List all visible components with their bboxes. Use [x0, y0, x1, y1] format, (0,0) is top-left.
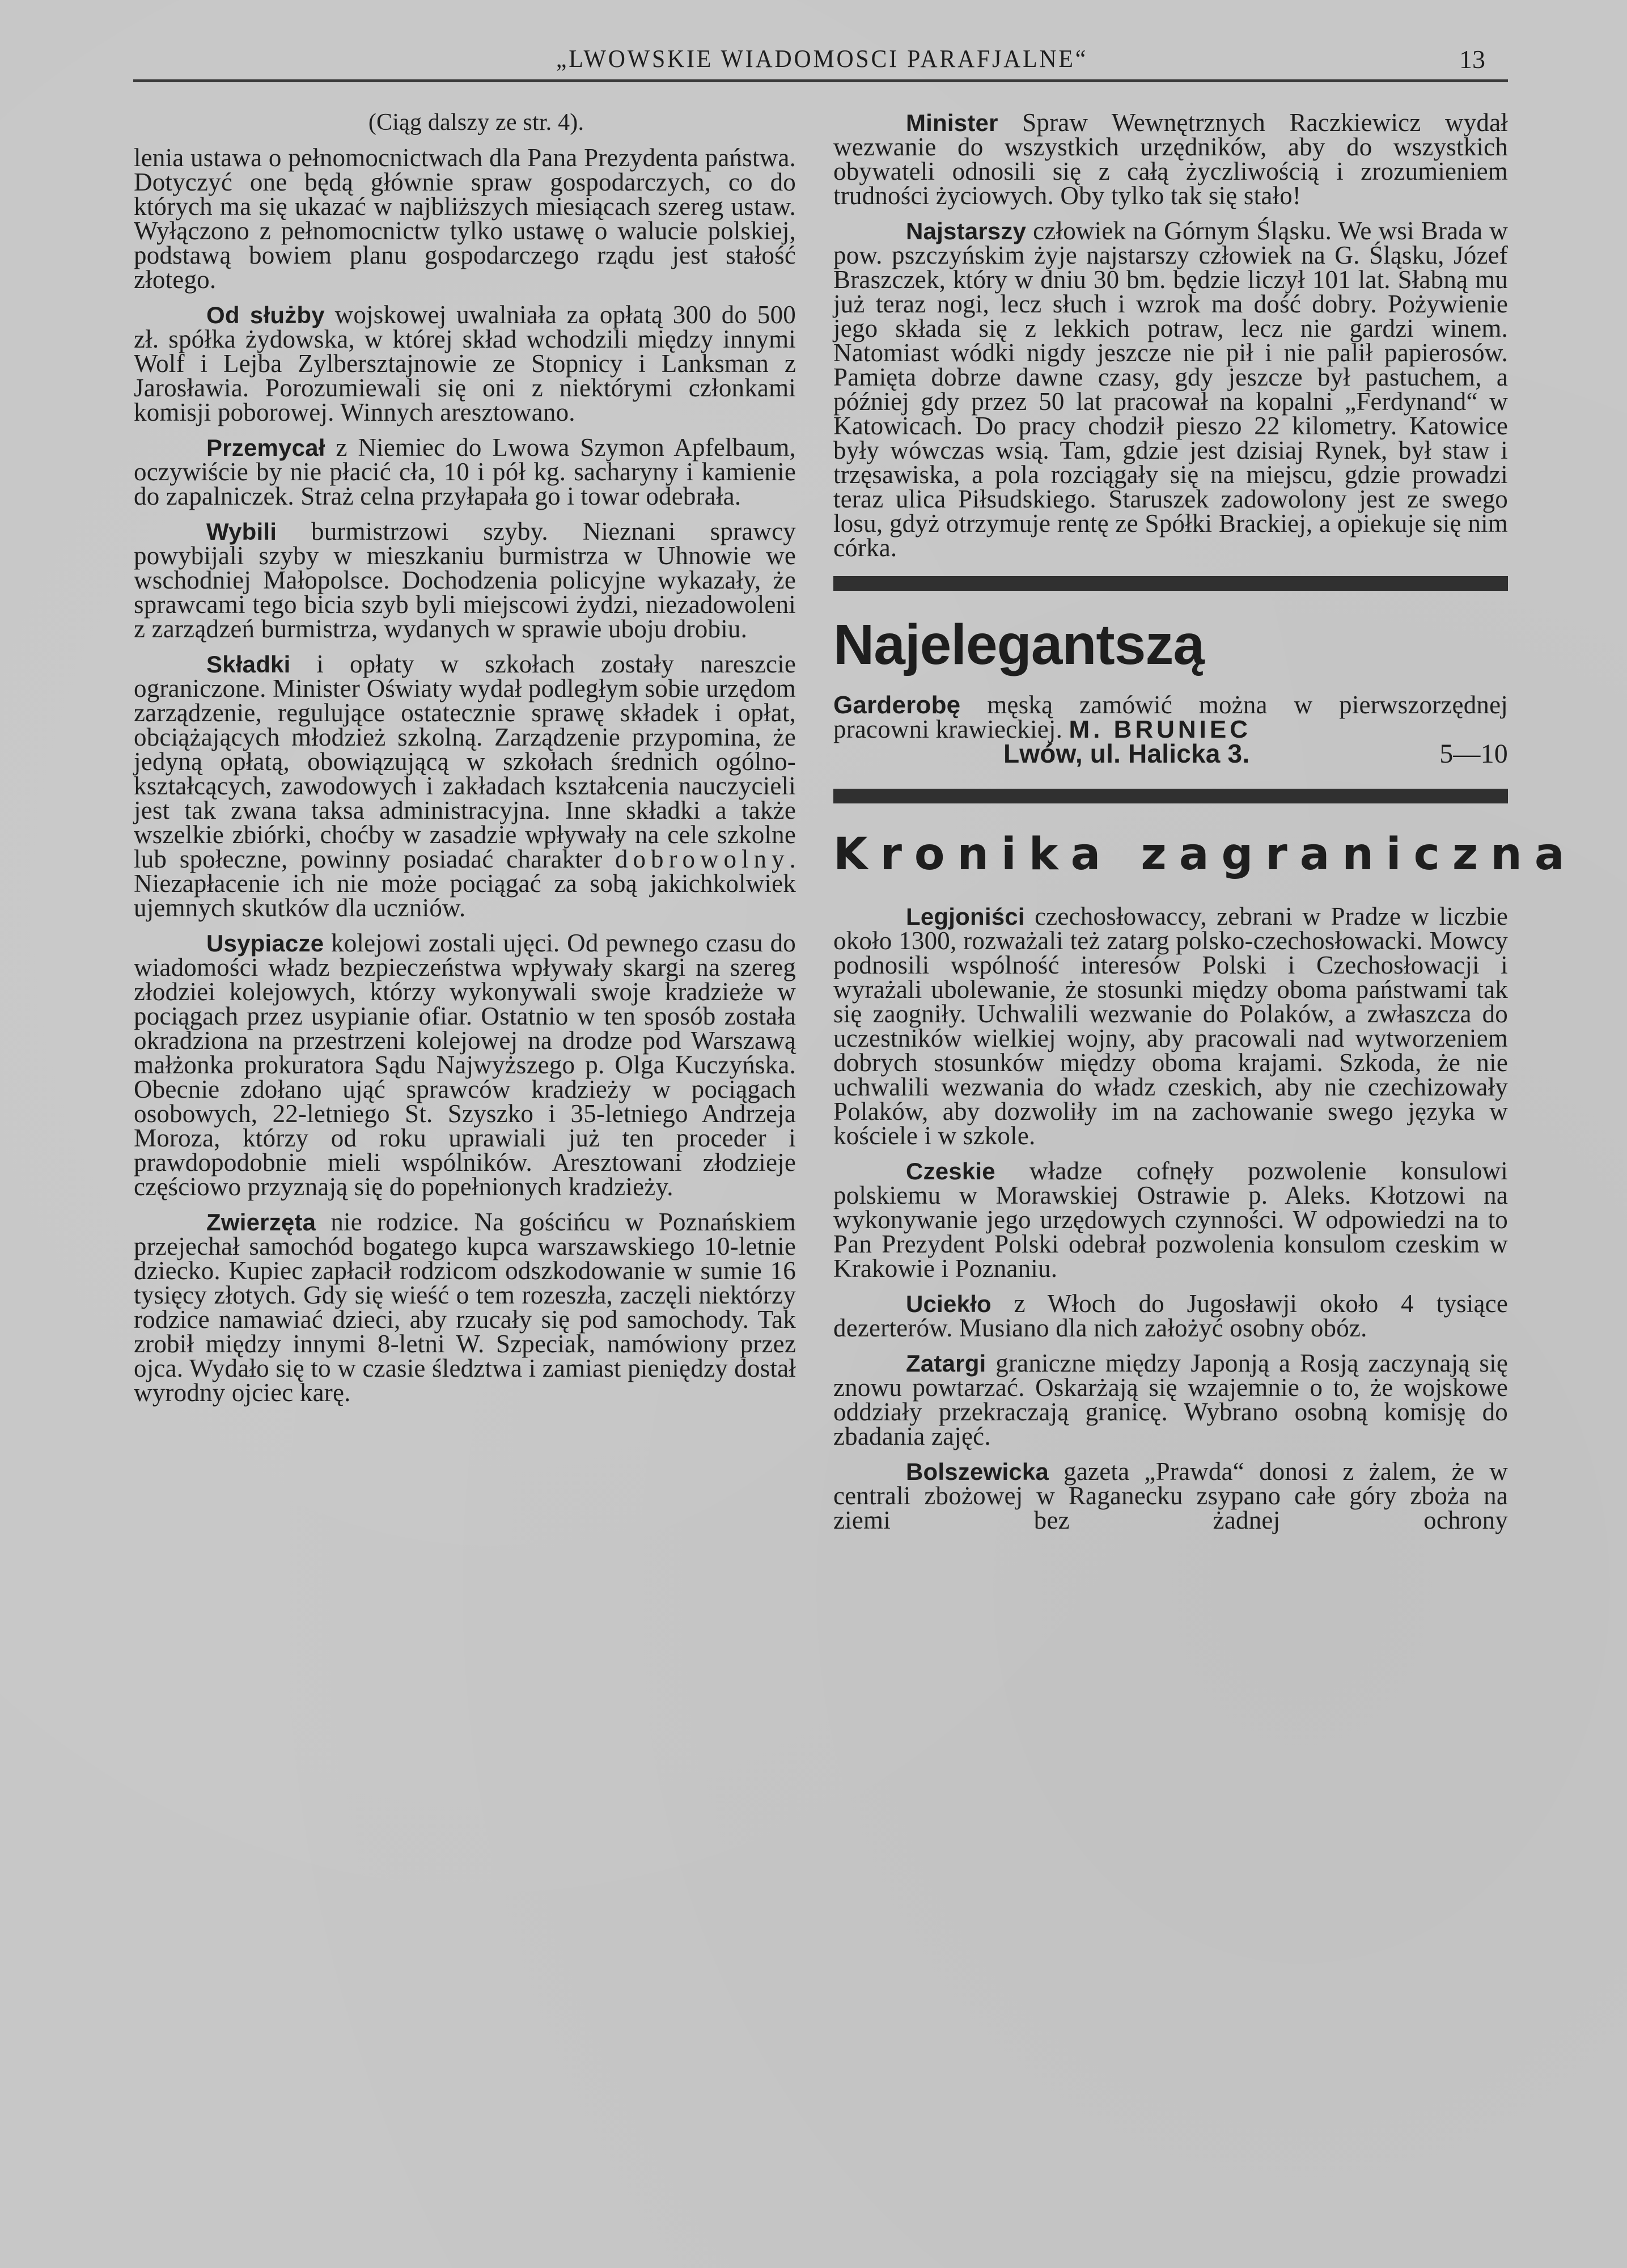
- article-paragraph: [134, 931, 796, 1199]
- paragraph-lead: Uciekło: [906, 1290, 992, 1317]
- paragraph-lead: Przemycał: [206, 434, 325, 461]
- paragraph-text: z Niemiec do Lwowa Szymon Apfelbaum, oczywiście by nie płacić cła, 10 i pół kg. sacharyny i kamienie do zapalniczek. Straż celna przyłapała go i towar odebrała.: [134, 433, 796, 510]
- ad-bottom-rule: [833, 789, 1508, 803]
- paragraph-lead: Wybili: [206, 518, 277, 545]
- page-number: 13: [1459, 45, 1485, 74]
- ad-brand: M. BRUNIEC: [1069, 716, 1252, 743]
- paragraph-text: z Włoch do Jugosławji około 4 tysiące dezerterów. Musiano dla nich założyć osobny obóz.: [833, 1289, 1508, 1342]
- article-paragraph: [833, 1159, 1508, 1281]
- paragraph-lead: Od służby: [206, 302, 325, 328]
- paragraph-text: czechosłowaccy, zebrani w Pradze w liczbie około 1300, rozważali też zatarg polsko-czechosłowacki. Mowcy podnosili wspólność interesów Polski i Czechosłowacji i wyrażali ubolewanie, że stosunki między oboma państwami tak się zaogniły. Uchwalili wezwanie do Polaków, a zwłaszcza do uczestników wielkiej wojny, aby pracowali nad wytworzeniem dobrych stosunków między oboma krajami. Szkoda, że nie uchwalili wezwania do władz czeskich, aby nie czechizowały Polaków, aby dozwoliły im na zachowanie swego języka w kościele i w szkole.: [833, 902, 1508, 1150]
- article-paragraph: [833, 219, 1508, 560]
- paragraph-text: człowiek na Górnym Śląsku. We wsi Brada w pow. pszczyńskim żyje najstarszy człowiek na G. Śląsku, Józef Braszczek, który w dniu 30 bm. będzie liczył 101 lat. Słabną mu już teraz nogi, lecz słuch i wzrok ma dość dobry. Pożywienie jego składa się z lekkich potraw, lecz nie gardzi winem. Natomiast wódki nigdy jeszcze nie pił i nie palił papierosów. Pamięta dobrze dawne czasy, gdy jeszcze był pastuchem, a później gdy przez 50 lat pracował na kopalni „Ferdynand“ w Katowicach. Do pracy chodził pieszo 22 kilometry. Katowice były wówczas wsią. Tam, gdzie jest dzisiaj Rynek, był staw i trzęsawiska, a pola rozciągały się na miejscu, gdzie prowadzi teraz ulica Piłsudskiego. Staruszek zadowolony jest ze swego losu, gdyż otrzymuje rentę ze Spółki Brackiej, a opiekuje się nim córka.: [833, 217, 1508, 562]
- publication-title: „LWOWSKIE WIADOMOSCI PARAFJALNE“: [556, 45, 1088, 73]
- article-paragraph: [134, 435, 796, 509]
- paragraph-lead: Minister: [906, 109, 998, 136]
- ad-reference: 5—10: [1439, 739, 1508, 769]
- article-paragraph: [833, 904, 1508, 1148]
- paragraph-lead: Usypiacze: [206, 930, 324, 957]
- paragraph-lead: Czeskie: [906, 1158, 995, 1184]
- paragraph-text: wojskowej uwalniała za opłatą 300 do 500 zł. spółka żydowska, w której skład wchodzili między innymi Wolf i Lejba Zylbersztajnowie ze Stopnicy i Lanksman z Jarosławia. Porozumiewali się oni z niektórymi członkami komisji poborowej. Winnych aresztowano.: [134, 301, 796, 426]
- article-paragraph: [134, 652, 796, 920]
- ad-lead: Garderobę: [833, 691, 961, 719]
- ad-address-row: [833, 739, 1508, 769]
- paragraph-lead: Bolszewicka: [906, 1458, 1049, 1485]
- ad-address: Lwów, ul. Halicka 3.: [1003, 739, 1250, 768]
- article-paragraph: [134, 1210, 796, 1405]
- advertisement: [833, 613, 1508, 769]
- ad-body: [833, 693, 1508, 742]
- paragraph-lead: Zwierzęta: [206, 1209, 316, 1235]
- paragraph-lead: Najstarszy: [906, 218, 1027, 244]
- ad-text: męską zamówić można w pierwszorzędnej pracowni krawieckiej.: [833, 691, 1508, 743]
- paragraph-text: Spraw Wewnętrznych Raczkiewicz wydał wezwanie do wszystkich urzędników, aby do wszystkich obywateli odnosili się z całą życzliwością i zrozumieniem trudności życiowych. Oby tylko tak się stało!: [833, 108, 1508, 210]
- paragraph-text: lenia ustawa o pełnomocnictwach dla Pana Prezydenta państwa. Dotyczyć one będą głównie spraw gospodarczych, co do których ma się ukazać w najbliższych miesiącach szereg ustaw. Wyłączono z pełnomocnictw tylko ustawę o walucie polskiej, podstawą bowiem planu gospodarczego rządu jest stałość złotego.: [134, 143, 796, 294]
- right-column: [833, 108, 1577, 1543]
- article-paragraph: [833, 1289, 1508, 1342]
- paragraph-text: . Niezapłacenie ich nie może pociągać za sobą jakichkolwiek ujemnych skutków dla uczniów.: [134, 845, 796, 922]
- paragraph-lead: Zatargi: [906, 1350, 986, 1377]
- paragraph-text: burmistrzowi szyby. Nieznani sprawcy powybijali szyby w mieszkaniu burmistrza w Uhnowie we wschodniej Małopolsce. Dochodzenia policyjne wykazały, że sprawcami tego bicia szyb byli miejscowi żydzi, niezadowoleni z zarządzeń burmistrza, wydanych w sprawie uboju drobiu.: [134, 517, 796, 643]
- left-column: [134, 111, 796, 1416]
- article-paragraph: [833, 1351, 1508, 1449]
- running-header: [136, 44, 1508, 78]
- paragraph-text: władze cofnęły pozwolenie konsulowi polskiemu w Morawskiej Ostrawie p. Aleks. Kłotzowi na wykonywanie jego urzędowych czynności. W odpowiedzi na to Pan Prezydent Polski odebrał pozwolenia konsulom czeskim w Krakowie i Poznaniu.: [833, 1157, 1508, 1283]
- paragraph-lead: Legjoniści: [906, 903, 1025, 930]
- article-paragraph: [134, 519, 796, 641]
- article-paragraph: [134, 303, 796, 425]
- paragraph-lead: Składki: [206, 651, 291, 678]
- paragraph-text: gazeta „Prawda“ donosi z żalem, że w centrali zbożowej w Raganecku zsypano całe góry zboża na ziemi bez żadnej ochrony: [833, 1457, 1508, 1534]
- paragraph-text: graniczne między Japonją a Rosją zaczynają się znowu powtarzać. Oskarżają się wzajemnie o to, że wojskowe oddziały przekraczają granicę. Wybrano osobną komisję do zbadania zajęć.: [833, 1349, 1508, 1450]
- ad-headline: Najelegantszą: [833, 613, 1204, 676]
- paragraph-text: kolejowi zostali ujęci. Od pewnego czasu do wiadomości władz bezpieczeństwa wpływały skargi na szereg złodziei kolejowych, którzy wykonywali swoje kradzieże w pociągach przez usypianie ofiar. Ostatnio w ten sposób została okradziona na przestrzeni kolejowej na drodze pod Warszawą małżonka prokuratora Sądu Najwyższego p. Olga Kuczyńska. Obecnie zdołano ująć sprawców kradzieży w pociągach osobowych, 22-letniego St. Szyszko i 35-letniego Andrzeja Moroza, którzy od roku uprawiali już ten proceder i prawdopodobnie mieli wspólników. Aresztowani złodzieje częściowo przyznają się do popełnionych kradzieży.: [134, 929, 796, 1201]
- header-rule: [133, 79, 1508, 82]
- continuation-note: (Ciąg dalszy ze str. 4).: [368, 109, 584, 136]
- article-paragraph: [134, 143, 796, 294]
- paragraph-text: i opłaty w szkołach zostały nareszcie ograniczone. Minister Oświaty wydał podległym sobie urzędom zarządzenie, regulujące ostatecznie sprawę składek i opłat, obciążających młodzież szkolną. Zarządzenie przypomina, że jedyną opłatą, obowiązującą w szkołach średnich ogólno-kształcących, zawodowych i zakładach kształcenia nauczycieli jest tak zwana taksa administracyjna. Inne składki a także wszelkie zbiórki, choćby w zasadzie wpływały na cele szkolne lub społeczne, powinny posiadać charakter: [134, 650, 796, 873]
- paragraph-text: nie rodzice. Na gościńcu w Poznańskiem przejechał samochód bogatego kupca warszawskiego 10-letnie dziecko. Kupiec zapłacił rodzicom odszkodowanie w sumie 16 tysięcy złotych. Gdy się wieść o tem rozeszła, zaczęli niektórzy rodzice namawiać dzieci, aby rzucały się pod samochody. Tak zrobił między innymi 8-letni W. Szpeciak, namówiony przez ojca. Wydało się to w czasie śledztwa i zamiast pieniędzy dostał wyrodny ojciec karę.: [134, 1208, 796, 1407]
- section-title: Kronika zagraniczna: [833, 829, 1577, 880]
- emphasized-word: dobrowolny: [615, 845, 790, 873]
- ad-top-rule: [833, 576, 1508, 591]
- article-paragraph: [833, 108, 1508, 210]
- article-paragraph: [833, 1459, 1508, 1533]
